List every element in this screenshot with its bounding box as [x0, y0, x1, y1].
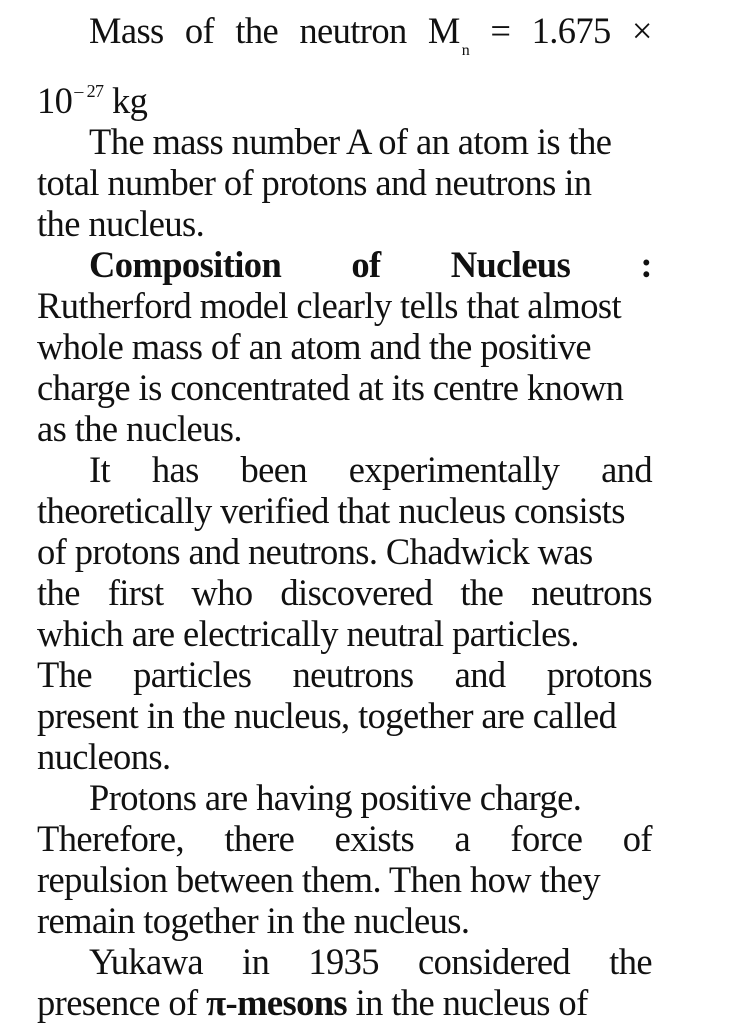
mass-symbol: M $_n$: [427, 10, 470, 59]
text-line: presence of π-mesons in the nucleus of: [37, 982, 588, 1023]
text-line: nucleons.: [37, 736, 171, 777]
neutron-mass-unit-line: 10 $^{- 27}$ kg: [37, 80, 148, 121]
text-line: Yukawa in 1935 considered the: [89, 941, 652, 982]
text-line: of protons and neutrons. Chadwick was: [37, 531, 593, 572]
text-line: the first who discovered the neutrons: [37, 572, 652, 613]
word: the: [235, 10, 279, 51]
text-line: Therefore, there exists a force of: [37, 818, 652, 859]
text-line: total number of protons and neutrons in: [37, 162, 592, 203]
word: neutron: [299, 10, 407, 51]
text-line: Protons are having positive charge.: [89, 777, 582, 818]
word: Mass: [89, 10, 164, 51]
text-line: whole mass of an atom and the positive: [37, 326, 591, 367]
subscript-n: n: [461, 42, 470, 59]
text-line: The mass number A of an atom is the: [89, 121, 612, 162]
text-line: remain together in the nucleus.: [37, 900, 470, 941]
neutron-mass-line: [37, 10, 652, 71]
pi-mesons-term: π-mesons: [206, 982, 348, 1023]
exponent: – 27: [74, 81, 104, 101]
text-line: present in the nucleus, together are called: [37, 695, 617, 736]
unit: kg: [111, 80, 148, 121]
text-line: Rutherford model clearly tells that almost: [37, 285, 621, 326]
equals-sign: =: [490, 10, 511, 51]
word: of: [184, 10, 215, 51]
text-line: charge is concentrated at its centre known: [37, 367, 624, 408]
text-line: which are electrically neutral particles.: [37, 613, 579, 654]
text-line: repulsion between them. Then how they: [37, 859, 601, 900]
document-page: [37, 10, 652, 1023]
section-heading: Composition of Nucleus :: [89, 244, 652, 285]
text-line: as the nucleus.: [37, 408, 242, 449]
times-sign: ×: [631, 10, 652, 51]
mass-value: 1.675: [531, 10, 611, 51]
text-line: The particles neutrons and protons: [37, 654, 652, 695]
text-line: theoretically verified that nucleus consists: [37, 490, 625, 531]
text-line: the nucleus.: [37, 203, 205, 244]
text-line: It has been experimentally and: [89, 449, 652, 490]
